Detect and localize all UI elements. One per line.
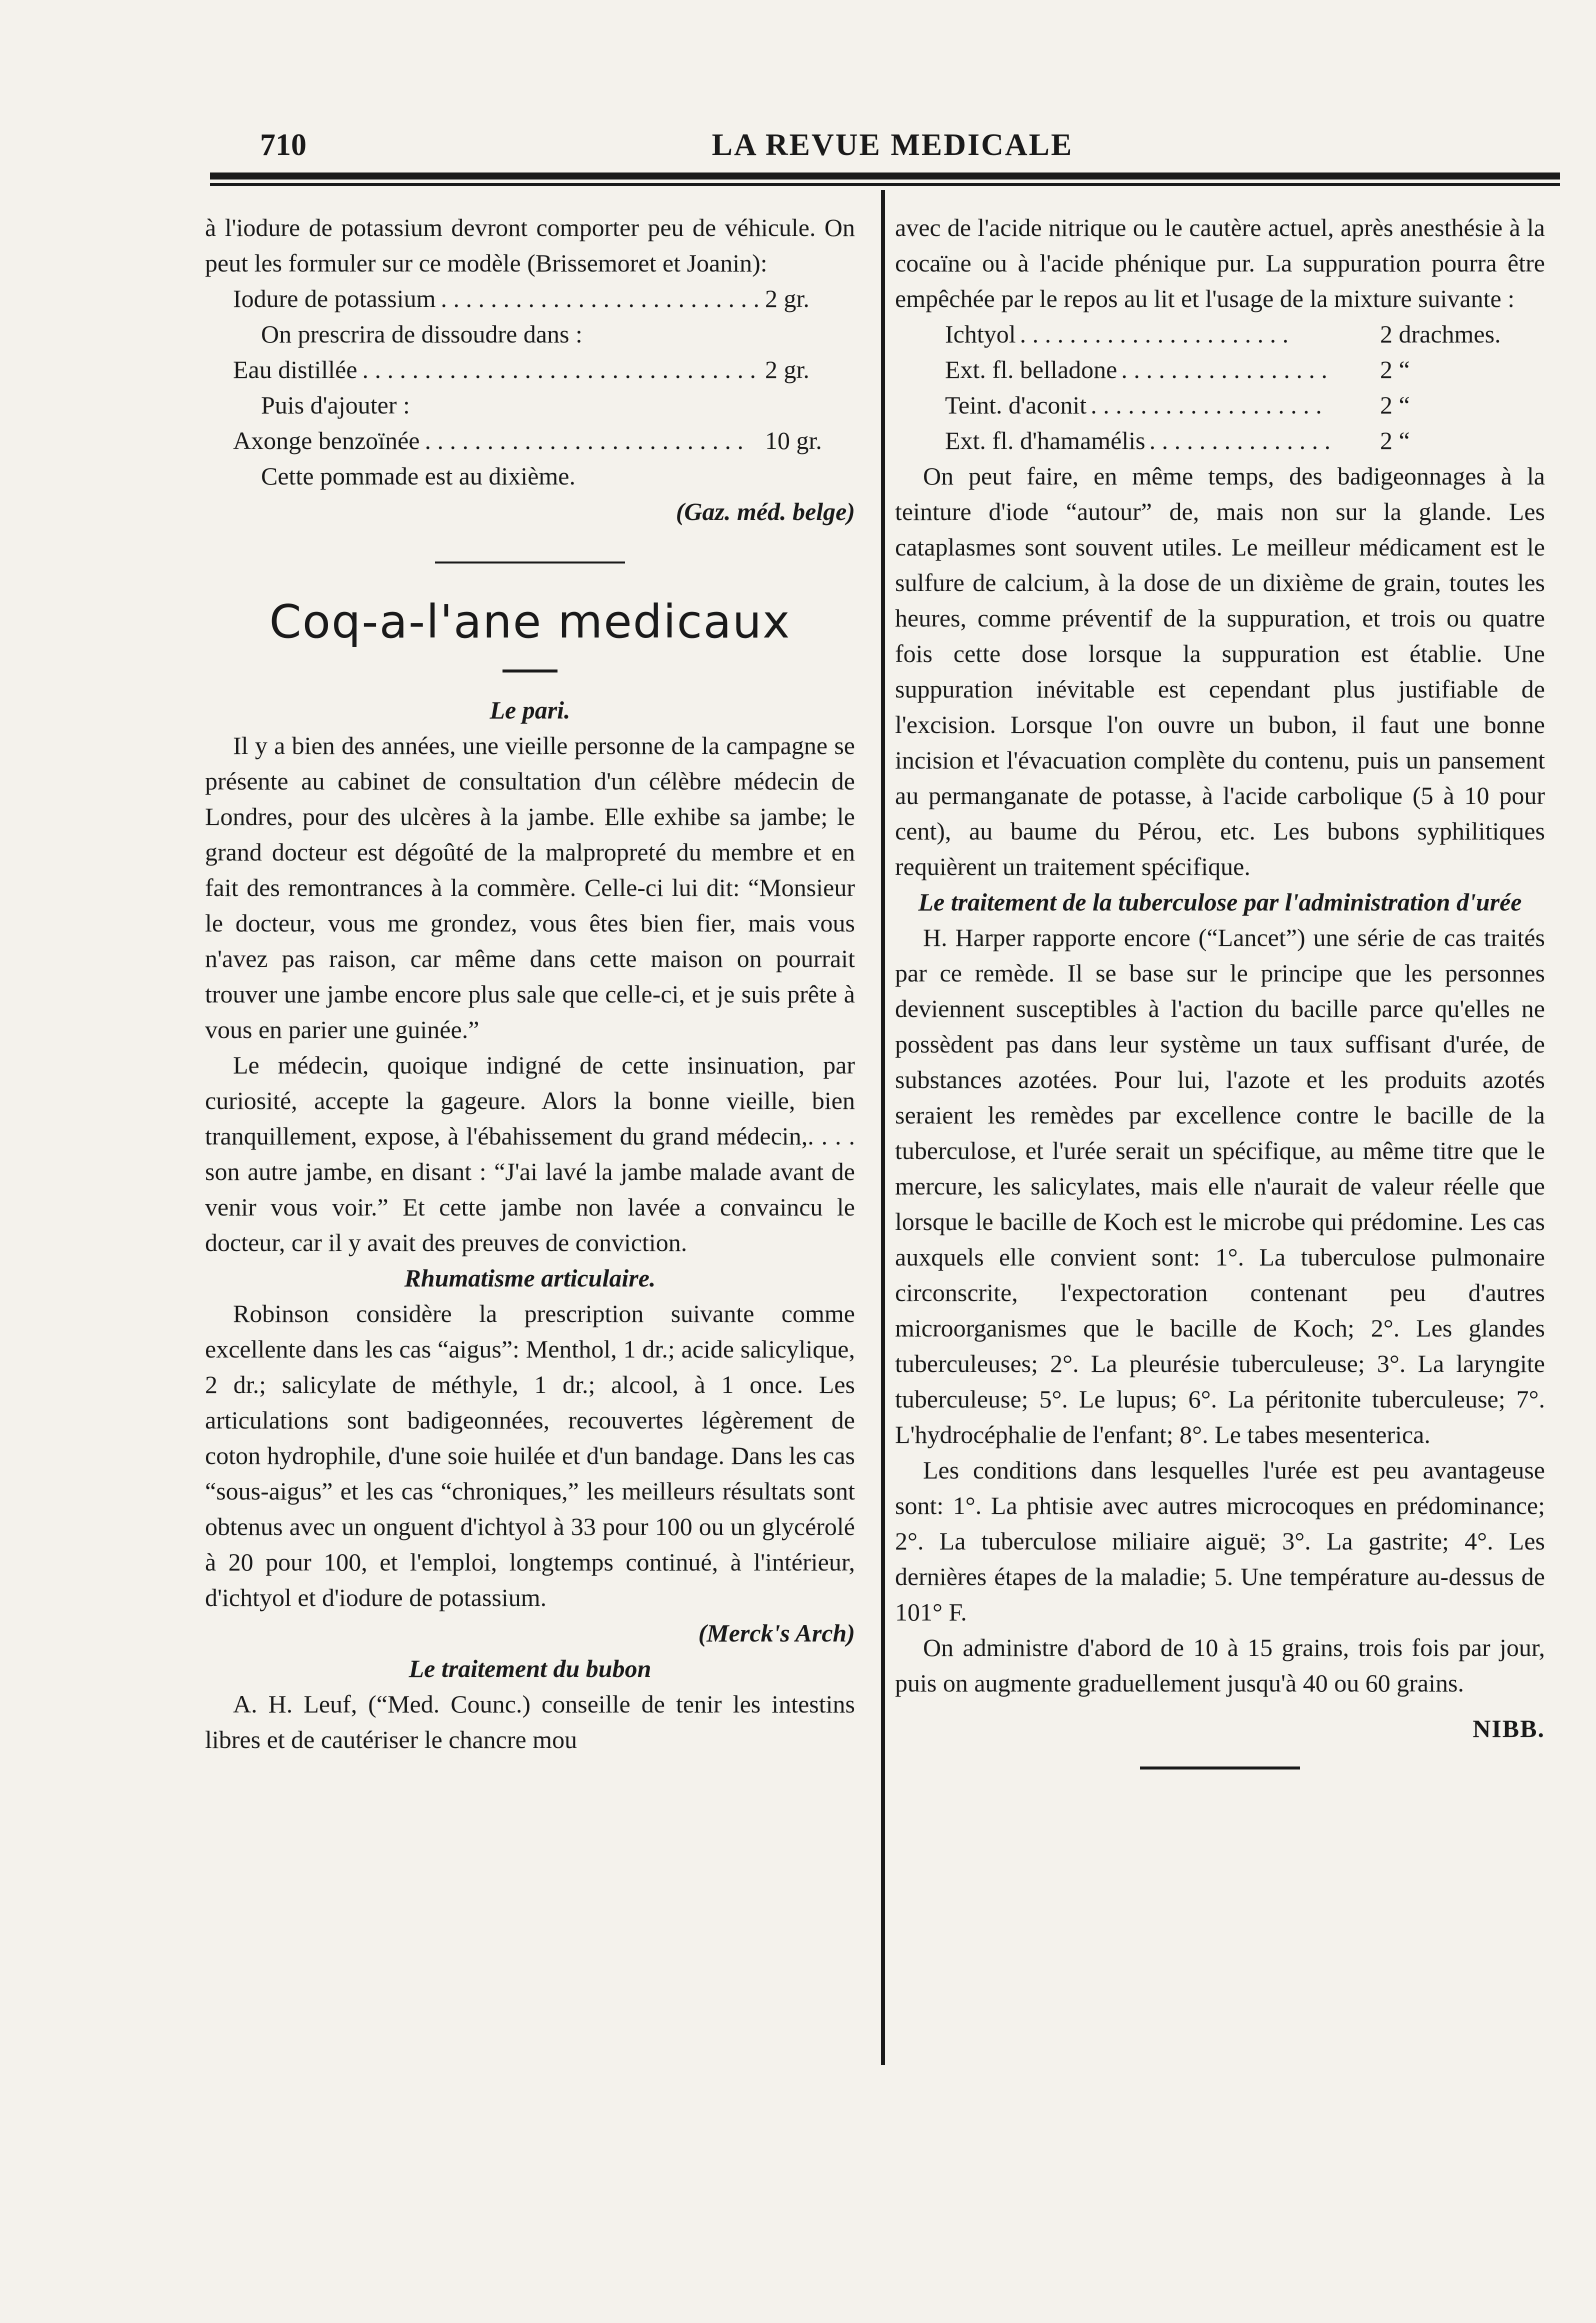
paragraph: On peut faire, en même temps, des badigeonnages à la teinture d'iode “autour” de, mais non sur la glande. Les cataplasmes sont souvent utiles. Le meilleur médicament est le sulfure de calcium, à la dose de un dixième de grain, toutes les heures, comme préventif de la suppuration, et trois ou quatre fois cette dose lorsque la suppuration est établie. Une suppuration inévitable est cependant plus justifiable de l'excision. Lorsque l'on ouvre un bubon, il faut une bonne incision et l'évacuation complète du contenu, puis un pansement au permanganate de potasse, à l'acide carbolique (5 à 10 pour cent), au baume du Pérou, etc. Les bubons syphilitiques requièrent un traitement spécifique. bbox=[895, 462, 1545, 880]
recipe-qty: 2 gr. bbox=[765, 356, 810, 384]
subheading: Rhumatisme articulaire. bbox=[404, 1264, 656, 1292]
section-divider bbox=[205, 544, 855, 574]
journal-title: LA REVUE MEDICALE bbox=[712, 128, 1074, 162]
recipe-qty: 2 “ bbox=[1380, 356, 1410, 384]
recipe-qty: 10 gr. bbox=[765, 426, 822, 454]
right-column bbox=[895, 210, 1545, 1770]
recipe-line: Ichtyol . . . . . . . . . . . . . . . . . . . . . . 2 drachmes. bbox=[945, 316, 1545, 352]
source-citation: (Merck's Arch) bbox=[698, 1619, 855, 1647]
section-heading: Coq-a-l'ane medicaux bbox=[269, 595, 791, 648]
recipe-line: Eau distillée . . . . . . . . . . . . . . . . . . . . . . . . . . . . . . . . 2 gr. bbox=[233, 352, 855, 388]
source-citation: (Gaz. méd. belge) bbox=[676, 498, 855, 526]
left-column bbox=[205, 210, 855, 1758]
header-rule-thin bbox=[210, 183, 1560, 186]
recipe-qty: 2 gr. bbox=[765, 284, 810, 312]
recipe-line: Ext. fl. d'hamamélis . . . . . . . . . . . . . . . 2 “ bbox=[945, 423, 1545, 458]
recipe-note: On prescrira de dissoudre dans : bbox=[261, 320, 582, 348]
recipe-qty: 2 “ bbox=[1380, 391, 1410, 419]
recipe-name: Iodure de potassium bbox=[233, 284, 436, 312]
subheading: Le pari. bbox=[490, 696, 570, 724]
page-header bbox=[210, 128, 1575, 162]
recipe-name: Ext. fl. d'hamamélis bbox=[945, 426, 1146, 454]
paragraph: On administre d'abord de 10 à 15 grains, trois fois par jour, puis on augmente graduellement jusqu'à 40 ou 60 grains. bbox=[895, 1634, 1545, 1697]
paragraph: Les conditions dans lesquelles l'urée est peu avantageuse sont: 1°. La phtisie avec autres microcoques en prédominance; 2°. La tuberculose miliaire aiguë; 3°. La gastrite; 4°. Les dernières étapes de la maladie; 5. Une température au-dessus de 101° F. bbox=[895, 1456, 1545, 1626]
recipe-name: Teint. d'aconit bbox=[945, 391, 1087, 419]
author-signature: NIBB. bbox=[1472, 1714, 1545, 1742]
paragraph: H. Harper rapporte encore (“Lancet”) une série de cas traités par ce remède. Il se base sur le principe que les personnes deviennent susceptibles à l'action du bacille parce qu'elles ne possèdent pas dans leur système un taux suffisant d'urée, de substances azotées. Pour lui, l'azote et les produits azotés seraient les remèdes par excellence contre le bacille de la tuberculose, et l'urée serait un spécifique, au même titre que le mercure, les salicylates, mais elle n'aurait de valeur réelle que lorsque le bacille de Koch est le microbe qui prédomine. Les cas auxquels elle convient sont: 1°. La tuberculose pulmonaire circonscrite, l'expectoration contenant peu d'autres microorganismes que le bacille de Koch; 2°. Les glandes tuberculeuses; 2°. La pleurésie tuberculeuse; 3°. La laryngite tuberculeuse; 5°. Le lupus; 6°. La péritonite tuberculeuse; 7°. L'hydrocéphalie de l'enfant; 8°. Le tabes mesenterica. bbox=[895, 924, 1545, 1448]
heading-rule bbox=[502, 670, 558, 672]
recipe-line: Iodure de potassium . . . . . . . . . . . . . . . . . . . . . . . . . . 2 gr. bbox=[233, 281, 855, 316]
recipe-qty: 2 drachmes. bbox=[1380, 320, 1501, 348]
recipe-qty: 2 “ bbox=[1380, 426, 1410, 454]
recipe-name: Axonge benzoïnée bbox=[233, 426, 420, 454]
paragraph: avec de l'acide nitrique ou le cautère actuel, après anesthésie à la cocaïne ou à l'acide phénique pur. La suppuration pourra être empêchée par le repos au lit et l'usage de la mixture suivante : bbox=[895, 214, 1545, 312]
recipe-name: Eau distillée bbox=[233, 356, 358, 384]
subheading: Le traitement de la tuberculose par l'administration d'urée bbox=[918, 888, 1522, 916]
subheading: Le traitement du bubon bbox=[408, 1654, 652, 1682]
recipe-name: Ext. fl. belladone bbox=[945, 356, 1118, 384]
recipe-note: Puis d'ajouter : bbox=[261, 391, 410, 419]
paragraph: A. H. Leuf, (“Med. Counc.) conseille de tenir les intestins libres et de cautériser le chancre mou bbox=[205, 1690, 855, 1754]
recipe-name: Ichtyol bbox=[945, 320, 1016, 348]
paragraph: Le médecin, quoique indigné de cette insinuation, par curiosité, accepte la gageure. Alors la bonne vieille, bien tranquillement, expose, à l'ébahissement du grand médecin,. . . . son autre jambe, en disant : “J'ai lavé la jambe malade avant de venir vous voir.” Et cette jambe non lavée a convaincu le docteur, car il y avait des preuves de conviction. bbox=[205, 1051, 855, 1256]
header-rule bbox=[210, 172, 1560, 180]
paragraph: Robinson considère la prescription suivante comme excellente dans les cas “aigus”: Menthol, 1 dr.; acide salicylique, 2 dr.; salicylate de méthyle, 1 dr.; alcool, à 1 once. Les articulations sont badigeonnées, recouvertes légèrement de coton hydrophile, d'une soie huilée et d'un bandage. Dans les cas “sous-aigus” et les cas “chroniques,” les meilleurs résultats sont obtenus avec un onguent d'ichtyol à 33 pour 100 ou un glycérolé à 20 pour 100, et l'emploi, longtemps continué, à l'intérieur, d'ichtyol et d'iodure de potassium. bbox=[205, 1300, 855, 1612]
recipe-line: Teint. d'aconit . . . . . . . . . . . . . . . . . . . 2 “ bbox=[945, 388, 1545, 423]
paragraph: Il y a bien des années, une vieille personne de la campagne se présente au cabinet de consultation d'un célèbre médecin de Londres, pour des ulcères à la jambe. Elle exhibe sa jambe; le grand docteur est dégoûté de la malpropreté du membre et en fait des remontrances à la commère. Celle-ci lui dit: “Monsieur le docteur, vous me grondez, vous êtes bien fier, mais vous n'avez pas raison, car même dans cette maison on pourrait trouver une jambe encore plus sale que celle-ci, et je suis prête à vous en parier une guinée.” bbox=[205, 732, 855, 1044]
column-separator bbox=[881, 190, 885, 2065]
recipe-line: Ext. fl. belladone . . . . . . . . . . . . . . . . . 2 “ bbox=[945, 352, 1545, 388]
recipe-line: Axonge benzoïnée . . . . . . . . . . . . . . . . . . . . . . . . . . 10 gr. bbox=[233, 423, 855, 458]
paragraph: Cette pommade est au dixième. bbox=[261, 462, 576, 490]
paragraph: à l'iodure de potassium devront comporter peu de véhicule. On peut les formuler sur ce modèle (Brissemoret et Joanin): bbox=[205, 214, 855, 277]
page-number: 710 bbox=[260, 128, 306, 162]
end-ornament bbox=[1140, 1766, 1300, 1770]
